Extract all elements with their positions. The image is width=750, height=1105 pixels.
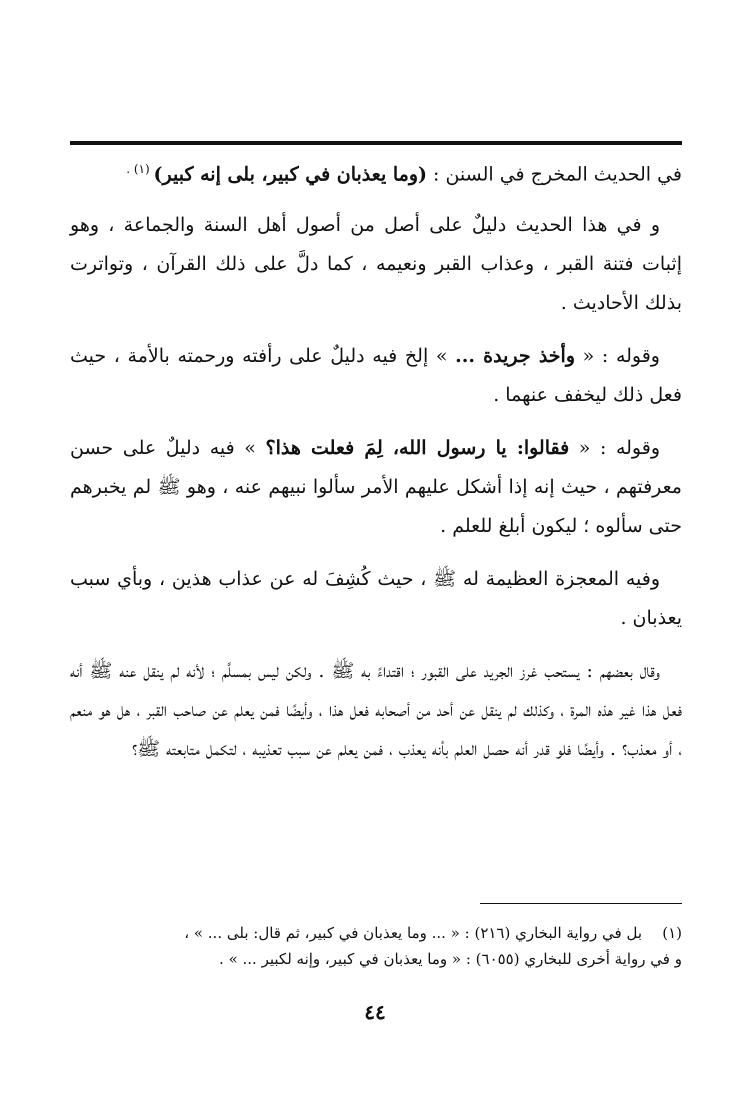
paragraph-4 (70, 429, 682, 546)
paragraph-1 (70, 150, 682, 194)
p3-quote: وأخذ جريدة ... (455, 345, 576, 368)
paragraph-2 (70, 206, 682, 323)
footnote-rule (480, 903, 682, 904)
footnote-line-2 (70, 946, 682, 972)
p2-text: و في هذا الحديث دليلٌ على أصل من أصول أهل السنة والجماعة ، وهو إثبات فتنة القبر ، وعذاب القبر ونعيمه ، كما دلَّ على ذلك القرآن ، وتواترت بذلك الأحاديث . (70, 214, 682, 315)
footnote (70, 920, 682, 972)
paragraph-3 (70, 337, 682, 415)
footnote-text-1: بل في رواية البخاري (٢١٦) : « ... وما يعذبان في كبير، ثم قال: بلى ... » ، (184, 924, 642, 942)
p4-quote: فقالوا: يا رسول الله، لِمَ فعلت هذا؟ (265, 437, 570, 460)
p6-text: وقال بعضهم : يستحب غرز الجريد على القبور ؛ اقتداءً به ﷺ . ولكن ليس بمسلَّم ؛ لأنه لم ينقل عنه ﷺ أنه فعل هذا غير هذه المرة ، وكذلك لم ينقل عن أحد من أصحابه فعل هذا ، وأيضًا فمن يعلم عن صاحب القبر ، هل هو منعم ، أو معذب؟ . وأيضًا فلو قدر أنه حصل العلم بأنه يعذب ، فمن يعلم عن سبب تعذيبه ، لتكمل متابعته ﷺ؟ (70, 660, 682, 761)
page-number: ٤٤ (364, 1000, 386, 1024)
p3-rest: » إلخ فيه دليلٌ على رأفته ورحمته بالأمة ، حيث فعل ذلك ليخفف عنهما . (70, 345, 682, 407)
p4-lead: وقوله : « (569, 437, 660, 460)
footnote-number: (١) (662, 924, 682, 942)
footnote-ref: (١) . (126, 162, 154, 176)
header-rule (70, 141, 682, 145)
p5-text: وفيه المعجزة العظيمة له ﷺ ، حيث كُشِفَ له عن عذاب هذين ، وبأي سبب يعذبان . (70, 568, 682, 630)
paragraph-6 (70, 652, 682, 769)
paragraph-5 (70, 560, 682, 638)
footnote-text-2: و في رواية أخرى للبخاري (٦٠٥٥) : « وما يعذبان في كبير، وإنه لكبير ... » . (219, 950, 682, 968)
footnote-line-1 (70, 920, 682, 946)
main-text (70, 150, 682, 783)
p1-hadith-quote: (وما يعذبان في كبير، بلى إنه كبير) (153, 163, 427, 186)
p4-rest: » فيه دليلٌ على حسن معرفتهم ، حيث إنه إذا أشكل عليهم الأمر سألوا نبيهم عنه ، وهو ﷺ لم يخبرهم حتى سألوه ؛ ليكون أبلغ للعلم . (70, 437, 682, 538)
p1-text: في الحديث المخرج في السنن : (426, 163, 682, 186)
p3-lead: وقوله : « (575, 345, 660, 368)
